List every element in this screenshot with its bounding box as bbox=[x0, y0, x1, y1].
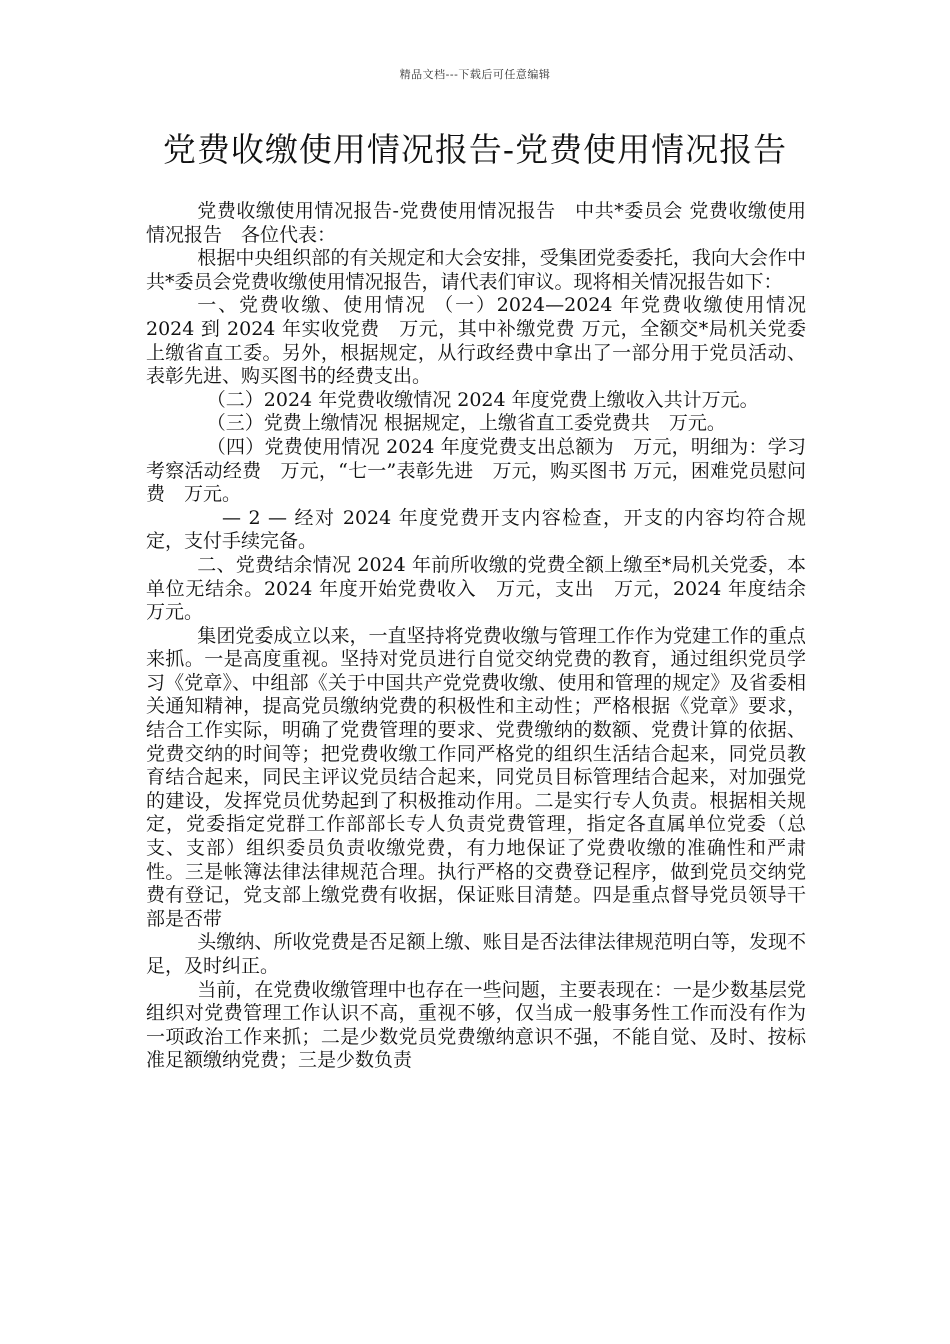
paragraph-section-2: 二、党费结余情况 2024 年前所收缴的党费全额上缴至*局机关党委，本单位无结余。2024 年度开始党费收入 万元，支出 万元，2024 年度结余 万元。 bbox=[146, 553, 826, 624]
paragraph-intro: 党费收缴使用情况报告-党费使用情况报告 中共*委员会 党费收缴使用情况报告 各位代表： bbox=[146, 200, 806, 246]
paragraph-section-1-4: （四）党费使用情况 2024 年度党费支出总额为 万元，明细为：学习考察活动经费 万元，“七一”表彰先进 万元，购买图书 万元，困难党员慰问费 万元。 bbox=[146, 435, 806, 506]
document-title: 党费收缴使用情况报告-党费使用情况报告 bbox=[162, 130, 788, 169]
paragraph-purpose: 根据中央组织部的有关规定和大会安排，受集团党委委托，我向大会作中共*委员会党费收缴使用情况报告，请代表们审议。现将相关情况报告如下： bbox=[146, 247, 806, 293]
header-note: 精品文档---下载后可任意编辑 bbox=[399, 68, 551, 81]
paragraph-section-1-3: （三）党费上缴情况 根据规定，上缴省直工委党费共 万元。 bbox=[206, 412, 726, 435]
paragraph-work-summary: 集团党委成立以来，一直坚持将党费收缴与管理工作作为党建工作的重点来抓。一是高度重视。坚持对党员进行自觉交纳党费的教育，通过组织党员学习《党章》、中组部《关于中国共产党党费收缴、使用和管理的规定》及省委相关通知精神，提高党员缴纳党费的积极性和主动性；严格根据《党章》要求，结合工作实际，明确了党费管理的要求、党费缴纳的数额、党费计算的依据、党费交纳的时间等；把党费收缴工作同严格党的组织生活结合起来，同党员教育结合起来，同民主评议党员结合起来，同党员目标管理结合起来，对加强党的建设，发挥党员优势起到了积极推动作用。二是实行专人负责。根据相关规定，党委指定党群工作部部长专人负责党费管理，指定各直属单位党委（总支、支部）组织委员负责收缴党费，有力地保证了党费收缴的准确性和严肃性。三是帐簿法律法律规范合理。执行严格的交费登记程序，做到党员交纳党费有登记，党支部上缴党费有收据，保证账目清楚。四是重点督导党员领导干部是否带 bbox=[146, 624, 806, 930]
paragraph-problems: 当前，在党费收缴管理中也存在一些问题，主要表现在：一是少数基层党组织对党费管理工作认识不高，重视不够，仅当成一般事务性工作而没有作为一项政治工作来抓；二是少数党员党费缴纳意识不强，不能自觉、及时、按标准足额缴纳党费；三是少数负责 bbox=[146, 978, 806, 1072]
paragraph-work-summary-cont: 头缴纳、所收党费是否足额上缴、账目是否法律法律规范明白等，发现不足，及时纠正。 bbox=[146, 931, 806, 977]
paragraph-section-1: 一、党费收缴、使用情况 （一）2024—2024 年党费收缴使用情况 2024 到 2024 年实收党费 万元，其中补缴党费 万元，全额交*局机关党委上缴省直工委。另外，根据规定，从行政经费中拿出了一部分用于党员活动、表彰先进、购买图书的经费支出。 bbox=[146, 294, 806, 388]
document-body bbox=[146, 200, 826, 1073]
paragraph-page-mark: — 2 — 经对 2024 年度党费开支内容检查，开支的内容均符合规定，支付手续完备。 bbox=[146, 506, 806, 553]
paragraph-section-1-2: （二）2024 年党费收缴情况 2024 年度党费上缴收入共计万元。 bbox=[206, 388, 759, 411]
